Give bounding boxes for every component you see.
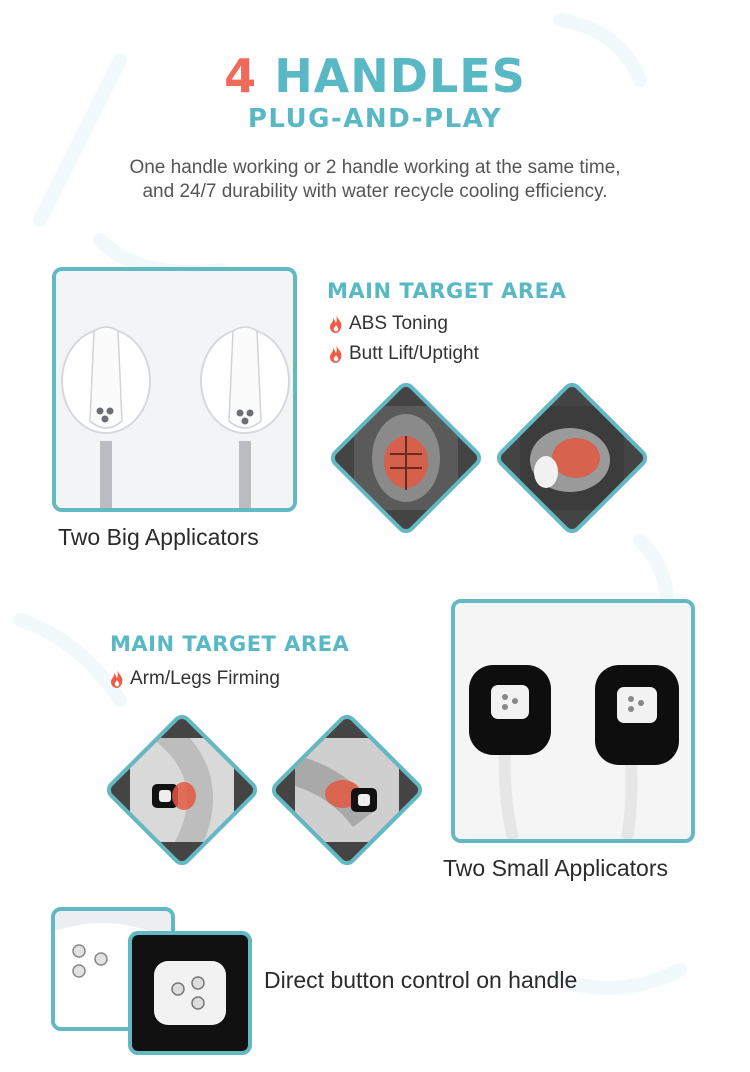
flame-icon [110, 670, 124, 688]
flame-icon [329, 345, 343, 363]
big-applicators-image [52, 267, 297, 512]
description-line-1: One handle working or 2 handle working at the same time, [129, 157, 621, 178]
description [0, 156, 750, 204]
big-target-area-title: MAIN TARGET AREA [327, 279, 567, 303]
big-applicators-illustration [56, 271, 293, 508]
title-word: HANDLES [274, 49, 526, 103]
arm-target-image [268, 711, 426, 869]
abs-target-image [327, 379, 485, 537]
target-item-arm-legs [110, 668, 280, 690]
small-applicators-caption: Two Small Applicators [443, 855, 668, 881]
target-item-abs [329, 313, 448, 335]
small-target-area-title: MAIN TARGET AREA [110, 632, 350, 656]
target-item-label: Arm/Legs Firming [130, 668, 280, 689]
button-control-caption: Direct button control on handle [264, 967, 578, 993]
page-title [0, 50, 750, 102]
header [0, 50, 750, 134]
target-item-label: Butt Lift/Uptight [349, 343, 479, 364]
small-applicators-image [451, 599, 695, 843]
small-applicators-illustration [455, 603, 691, 839]
target-item-butt [329, 343, 479, 365]
title-number: 4 [224, 49, 258, 103]
description-line-2: and 24/7 durability with water recycle cooling efficiency. [142, 181, 608, 202]
flame-icon [329, 315, 343, 333]
target-item-label: ABS Toning [349, 313, 448, 334]
black-handle-buttons-image [128, 931, 252, 1055]
butt-target-image [493, 379, 651, 537]
black-handle-buttons-illustration [132, 935, 248, 1051]
leg-target-image [103, 711, 261, 869]
page-subtitle: PLUG-AND-PLAY [247, 104, 503, 134]
big-applicators-caption: Two Big Applicators [58, 524, 259, 550]
